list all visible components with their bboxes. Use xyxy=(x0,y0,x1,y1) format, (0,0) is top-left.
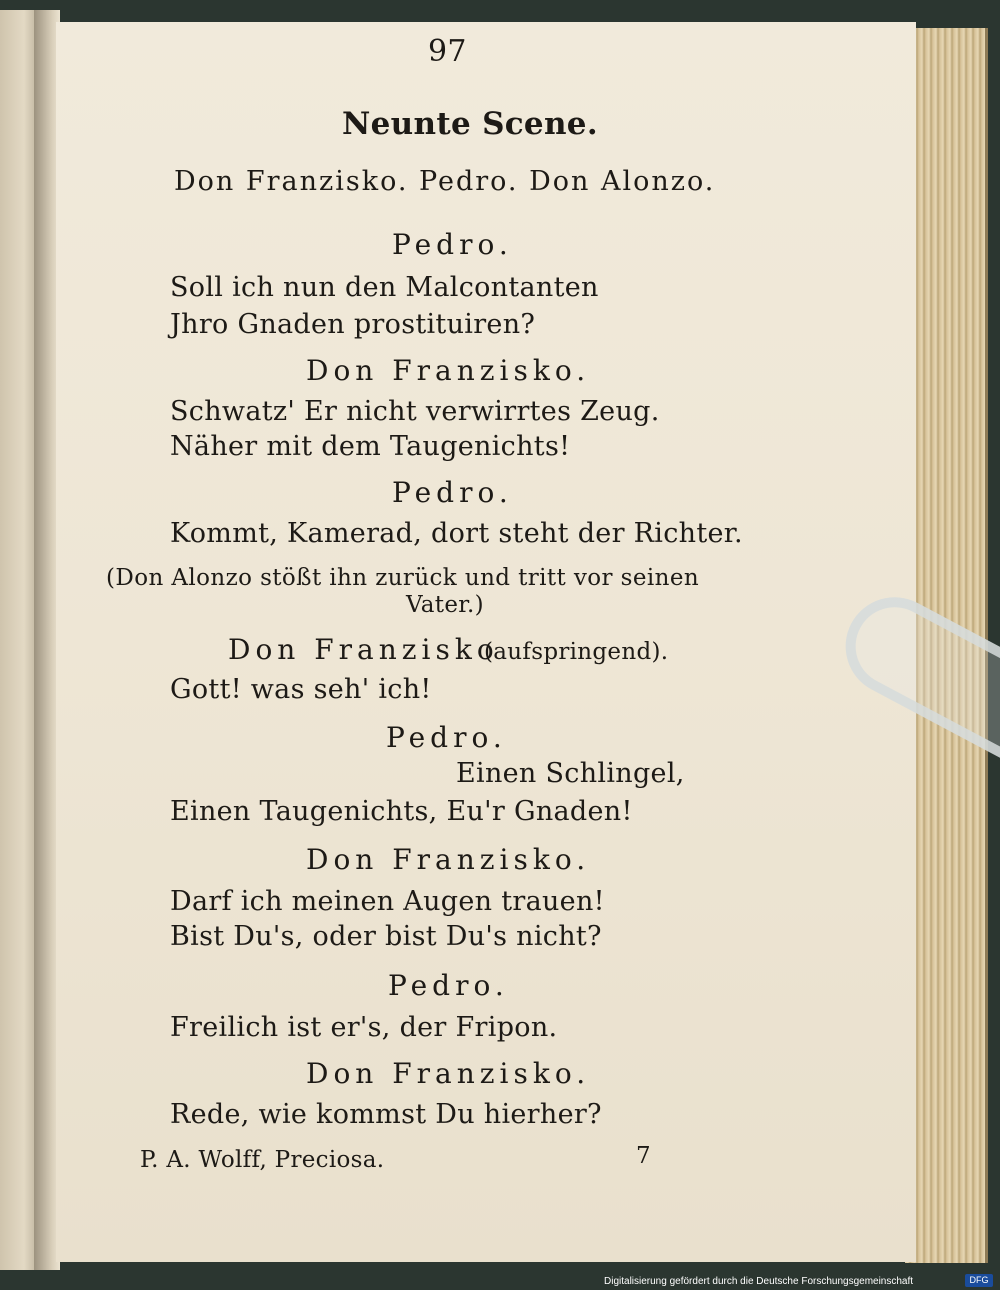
verse-line: Jhro Gnaden prostituiren? xyxy=(170,309,536,340)
speaker-pedro: Pedro. xyxy=(388,969,509,1002)
footer-sheet-number: 7 xyxy=(636,1143,651,1169)
verse-line: Rede, wie kommst Du hierher? xyxy=(170,1099,602,1130)
verse-line: Einen Schlingel, xyxy=(456,758,685,789)
page-number: 97 xyxy=(428,34,467,69)
verse-line: Schwatz' Er nicht verwirrtes Zeug. xyxy=(170,396,660,427)
speaker-pedro: Pedro. xyxy=(392,476,513,509)
speaker-don-franzisko: Don Franzisko. xyxy=(306,1057,591,1090)
speaker-don-franzisko: Don Franzisko. xyxy=(306,354,591,387)
cast-list: Don Franzisko. Pedro. Don Alonzo. xyxy=(174,166,716,197)
scene-title: Neunte Scene. xyxy=(342,106,598,142)
funding-note: Digitalisierung gefördert durch die Deutsche Forschungsgemeinschaft xyxy=(604,1276,914,1287)
stage-direction: (aufspringend). xyxy=(484,639,669,665)
book-page xyxy=(56,22,916,1262)
stage-direction: (Don Alonzo stößt ihn zurück und tritt vor seinen xyxy=(106,565,700,591)
footer-signature: P. A. Wolff, Preciosa. xyxy=(140,1147,385,1173)
speaker-don-franzisko: Don Franzisko. xyxy=(306,843,591,876)
verse-line: Darf ich meinen Augen trauen! xyxy=(170,886,605,917)
dfg-logo: DFG xyxy=(965,1274,993,1287)
verse-line: Soll ich nun den Malcontanten xyxy=(170,272,599,303)
verse-line: Kommt, Kamerad, dort steht der Richter. xyxy=(170,518,743,549)
verse-line: Bist Du's, oder bist Du's nicht? xyxy=(170,921,602,952)
verse-line: Einen Taugenichts, Eu'r Gnaden! xyxy=(170,796,633,827)
speaker-pedro: Pedro. xyxy=(392,228,513,261)
verse-line: Näher mit dem Taugenichts! xyxy=(170,431,571,462)
verse-line: Freilich ist er's, der Fripon. xyxy=(170,1012,558,1043)
speaker-don-franzisko: Don Franzisko xyxy=(228,633,499,666)
verse-line: Gott! was seh' ich! xyxy=(170,674,432,705)
stage-direction: Vater.) xyxy=(406,592,484,618)
speaker-pedro: Pedro. xyxy=(386,721,507,754)
